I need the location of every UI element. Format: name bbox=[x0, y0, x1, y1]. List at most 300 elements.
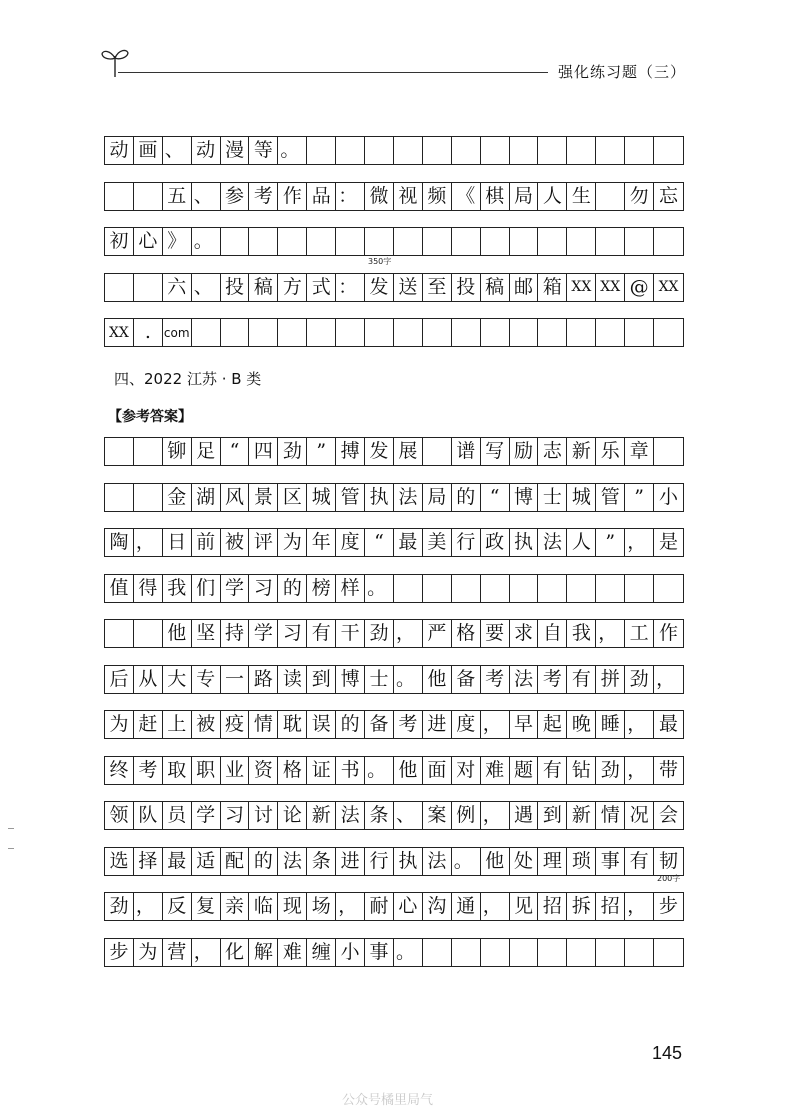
grid-cell bbox=[134, 438, 163, 465]
grid-cell: 他 bbox=[423, 666, 452, 693]
grid-cell: 的 bbox=[336, 711, 365, 738]
grid-cell bbox=[394, 228, 423, 255]
grid-cell bbox=[134, 274, 163, 301]
grid-cell: 解 bbox=[249, 939, 278, 966]
header-title: 强化练习题（三） bbox=[558, 63, 687, 81]
grid-cell: 干 bbox=[336, 620, 365, 647]
grid-cell: 有 bbox=[567, 666, 596, 693]
grid-cell: 持 bbox=[221, 620, 250, 647]
grid-cell: ， bbox=[625, 893, 654, 920]
grid-cell: 进 bbox=[423, 711, 452, 738]
grid-cell bbox=[654, 575, 683, 602]
grid-cell: 大 bbox=[163, 666, 192, 693]
grid-cell: 新 bbox=[567, 438, 596, 465]
grid-cell: 专 bbox=[192, 666, 221, 693]
grid-cell: ： bbox=[336, 183, 365, 210]
grid-cell: 劲 bbox=[278, 438, 307, 465]
grid-cell bbox=[510, 137, 539, 164]
grid-cell: 难 bbox=[481, 757, 510, 784]
grid-cell: 度 bbox=[452, 711, 481, 738]
grid-cell: 陶 bbox=[105, 529, 134, 556]
grid-cell: 考 bbox=[394, 711, 423, 738]
grid-cell: ， bbox=[481, 802, 510, 829]
grid-cell: 邮 bbox=[510, 274, 539, 301]
grid-cell: 他 bbox=[394, 757, 423, 784]
grid-cell: ， bbox=[134, 893, 163, 920]
edge-mark bbox=[8, 828, 14, 829]
grid-cell: ， bbox=[656, 667, 676, 690]
grid-cell: 难 bbox=[278, 939, 307, 966]
grid-cell bbox=[134, 620, 163, 647]
grid-cell: 劲 bbox=[105, 893, 134, 920]
grid-cell: 局 bbox=[510, 183, 539, 210]
grid-cell: 通 bbox=[452, 893, 481, 920]
grid-cell: 四 bbox=[249, 438, 278, 465]
grid-cell: 现 bbox=[278, 893, 307, 920]
grid-row bbox=[104, 574, 684, 603]
grid-cell: 频 bbox=[423, 183, 452, 210]
grid-cell: 理 bbox=[538, 848, 567, 875]
grid-cell: 被 bbox=[221, 529, 250, 556]
header-rule bbox=[118, 72, 548, 73]
grid-cell: 新 bbox=[307, 802, 336, 829]
grid-cell: 临 bbox=[249, 893, 278, 920]
grid-cell: 乐 bbox=[596, 438, 625, 465]
grid-cell: 赶 bbox=[134, 711, 163, 738]
grid-cell: 被 bbox=[192, 711, 221, 738]
grid-cell bbox=[538, 319, 567, 346]
grid-cell bbox=[596, 183, 625, 210]
grid-cell: 习 bbox=[221, 802, 250, 829]
grid-cell: 求 bbox=[510, 620, 539, 647]
grid-cell: ” bbox=[307, 438, 336, 465]
grid-cell: 上 bbox=[163, 711, 192, 738]
grid-cell bbox=[538, 939, 567, 966]
grid-cell: 早 bbox=[510, 711, 539, 738]
grid-cell bbox=[423, 939, 452, 966]
grid-cell: 为 bbox=[134, 939, 163, 966]
grid-cell: . bbox=[134, 319, 163, 346]
grid-cell bbox=[481, 319, 510, 346]
grid-cell: 美 bbox=[423, 529, 452, 556]
grid-cell: XX bbox=[567, 274, 596, 301]
grid-cell: 自 bbox=[538, 620, 567, 647]
grid-cell: ， bbox=[625, 529, 654, 556]
grid-cell bbox=[423, 319, 452, 346]
grid-cell: 格 bbox=[278, 757, 307, 784]
grid-cell: 适 bbox=[192, 848, 221, 875]
grid-cell bbox=[625, 319, 654, 346]
grid-cell: 。 bbox=[452, 848, 481, 875]
grid-cell: ： bbox=[336, 274, 365, 301]
grid-cell bbox=[596, 575, 625, 602]
grid-cell: 劲 bbox=[625, 666, 654, 693]
word-count-350: 350字 bbox=[368, 257, 392, 266]
grid-cell bbox=[105, 183, 134, 210]
grid-cell: 拼 bbox=[596, 666, 625, 693]
grid-cell: 展 bbox=[394, 438, 423, 465]
grid-cell bbox=[423, 575, 452, 602]
grid-cell: ， bbox=[394, 620, 423, 647]
grid-cell: 遇 bbox=[510, 802, 539, 829]
grid-cell bbox=[510, 939, 539, 966]
section-heading: 四、2022 江苏 · B 类 bbox=[114, 370, 262, 388]
grid-cell: 五 bbox=[163, 183, 192, 210]
grid-cell: 处 bbox=[510, 848, 539, 875]
grid-row bbox=[104, 182, 684, 211]
grid-cell: @ bbox=[625, 274, 654, 301]
grid-cell bbox=[249, 228, 278, 255]
grid-row bbox=[104, 273, 684, 302]
grid-cell: 要 bbox=[481, 620, 510, 647]
grid-cell: 最 bbox=[163, 848, 192, 875]
grid-cell: 。 bbox=[365, 575, 394, 602]
grid-cell: 执 bbox=[510, 529, 539, 556]
grid-cell: 士 bbox=[538, 484, 567, 511]
grid-cell: 作 bbox=[278, 183, 307, 210]
grid-cell bbox=[510, 319, 539, 346]
grid-cell: 法 bbox=[510, 666, 539, 693]
grid-cell: 至 bbox=[423, 274, 452, 301]
grid-cell: 考 bbox=[481, 666, 510, 693]
grid-cell: 劲 bbox=[596, 757, 625, 784]
grid-cell: XX bbox=[105, 319, 134, 346]
grid-cell: 考 bbox=[134, 757, 163, 784]
grid-cell: 钻 bbox=[567, 757, 596, 784]
grid-cell: 铆 bbox=[163, 438, 192, 465]
grid-cell: 小 bbox=[659, 485, 679, 508]
grid-cell bbox=[336, 319, 365, 346]
grid-row bbox=[104, 136, 684, 165]
grid-cell bbox=[481, 939, 510, 966]
grid-cell: 发 bbox=[365, 274, 394, 301]
grid-cell bbox=[423, 228, 452, 255]
grid-cell: 法 bbox=[336, 802, 365, 829]
grid-cell: 劲 bbox=[365, 620, 394, 647]
grid-cell: 人 bbox=[567, 529, 596, 556]
grid-cell: 到 bbox=[538, 802, 567, 829]
grid-cell: 队 bbox=[134, 802, 163, 829]
grid-cell: 疫 bbox=[221, 711, 250, 738]
grid-cell bbox=[394, 575, 423, 602]
grid-cell: 法 bbox=[278, 848, 307, 875]
grid-cell: 习 bbox=[249, 575, 278, 602]
grid-cell: 考 bbox=[538, 666, 567, 693]
grid-cell bbox=[481, 228, 510, 255]
grid-cell: com bbox=[163, 319, 192, 346]
grid-cell: 学 bbox=[221, 575, 250, 602]
grid-cell: 配 bbox=[221, 848, 250, 875]
grid-cell: 步 bbox=[105, 939, 134, 966]
grid-cell: 日 bbox=[163, 529, 192, 556]
grid-cell: 为 bbox=[278, 529, 307, 556]
grid-cell: 条 bbox=[307, 848, 336, 875]
grid-row bbox=[104, 756, 684, 785]
grid-cell: 励 bbox=[510, 438, 539, 465]
grid-cell: 写 bbox=[481, 438, 510, 465]
grid-cell: 漫 bbox=[221, 137, 250, 164]
grid-cell: 、 bbox=[163, 137, 192, 164]
grid-cell: 的 bbox=[452, 484, 481, 511]
grid-cell: XX bbox=[596, 274, 625, 301]
grid-cell: 动 bbox=[192, 137, 221, 164]
grid-cell: 管 bbox=[336, 484, 365, 511]
grid-cell: 一 bbox=[221, 666, 250, 693]
grid-cell: 法 bbox=[423, 848, 452, 875]
grid-cell: 式 bbox=[307, 274, 336, 301]
grid-cell: 年 bbox=[307, 529, 336, 556]
grid-cell: 况 bbox=[625, 802, 654, 829]
grid-cell: 人 bbox=[538, 183, 567, 210]
grid-cell bbox=[278, 319, 307, 346]
grid-cell bbox=[567, 575, 596, 602]
answer-label: 【参考答案】 bbox=[108, 409, 192, 425]
grid-cell bbox=[365, 228, 394, 255]
grid-cell: ” bbox=[596, 529, 625, 556]
grid-cell: 稿 bbox=[481, 274, 510, 301]
grid-cell: 步 bbox=[659, 895, 679, 917]
grid-cell: 起 bbox=[538, 711, 567, 738]
grid-cell bbox=[423, 438, 452, 465]
grid-cell bbox=[394, 319, 423, 346]
grid-cell: 例 bbox=[452, 802, 481, 829]
grid-cell: 动 bbox=[105, 137, 134, 164]
grid-cell bbox=[336, 228, 365, 255]
grid-cell: 城 bbox=[567, 484, 596, 511]
grid-cell: 琐 bbox=[567, 848, 596, 875]
grid-cell: 案 bbox=[423, 802, 452, 829]
grid-cell: 资 bbox=[249, 757, 278, 784]
grid-cell: 品 bbox=[307, 183, 336, 210]
grid-cell: 他 bbox=[481, 848, 510, 875]
grid-cell: 投 bbox=[452, 274, 481, 301]
grid-cell: ， bbox=[625, 711, 654, 738]
grid-cell bbox=[654, 137, 683, 164]
grid-cell: 小 bbox=[336, 939, 365, 966]
grid-cell bbox=[452, 939, 481, 966]
grid-cell: 格 bbox=[452, 620, 481, 647]
grid-cell bbox=[365, 319, 394, 346]
grid-cell: 谱 bbox=[452, 438, 481, 465]
grid-cell: 画 bbox=[134, 137, 163, 164]
grid-cell bbox=[596, 228, 625, 255]
grid-cell: 法 bbox=[538, 529, 567, 556]
grid-cell: 韧 bbox=[659, 849, 679, 872]
grid-cell: 业 bbox=[221, 757, 250, 784]
grid-cell bbox=[134, 484, 163, 511]
grid-cell: 。 bbox=[365, 757, 394, 784]
grid-cell: 得 bbox=[134, 575, 163, 602]
grid-cell: 选 bbox=[105, 848, 134, 875]
grid-cell: 箱 bbox=[538, 274, 567, 301]
grid-cell: 风 bbox=[221, 484, 250, 511]
grid-cell: 。 bbox=[278, 137, 307, 164]
grid-cell: 《 bbox=[452, 183, 481, 210]
grid-cell bbox=[654, 939, 683, 966]
grid-cell bbox=[538, 228, 567, 255]
grid-cell bbox=[192, 319, 221, 346]
grid-cell bbox=[567, 137, 596, 164]
edge-mark bbox=[8, 848, 14, 849]
grid-cell: 足 bbox=[192, 438, 221, 465]
grid-cell: 耽 bbox=[278, 711, 307, 738]
grid-cell: ， bbox=[134, 529, 163, 556]
grid-cell: 后 bbox=[105, 666, 134, 693]
grid-cell: 有 bbox=[538, 757, 567, 784]
grid-cell: 管 bbox=[596, 484, 625, 511]
grid-cell: 习 bbox=[278, 620, 307, 647]
grid-cell: 棋 bbox=[481, 183, 510, 210]
grid-cell: 等 bbox=[249, 137, 278, 164]
grid-cell: 招 bbox=[538, 893, 567, 920]
grid-cell: 为 bbox=[105, 711, 134, 738]
grid-cell bbox=[567, 319, 596, 346]
grid-cell: 从 bbox=[134, 666, 163, 693]
grid-cell: 题 bbox=[510, 757, 539, 784]
grid-cell: 化 bbox=[221, 939, 250, 966]
grid-cell: ， bbox=[336, 893, 365, 920]
grid-cell bbox=[221, 228, 250, 255]
grid-cell: 搏 bbox=[336, 438, 365, 465]
grid-cell: 方 bbox=[278, 274, 307, 301]
grid-cell: 到 bbox=[307, 666, 336, 693]
grid-cell: 稿 bbox=[249, 274, 278, 301]
grid-cell bbox=[278, 228, 307, 255]
grid-cell bbox=[481, 137, 510, 164]
grid-cell: 新 bbox=[567, 802, 596, 829]
grid-cell: 误 bbox=[307, 711, 336, 738]
grid-cell: 进 bbox=[336, 848, 365, 875]
grid-cell: 忘 bbox=[659, 184, 679, 207]
grid-cell: 他 bbox=[163, 620, 192, 647]
grid-cell: 发 bbox=[365, 438, 394, 465]
grid-cell bbox=[625, 137, 654, 164]
page-number: 145 bbox=[652, 1043, 683, 1063]
grid-cell: 职 bbox=[192, 757, 221, 784]
grid-cell bbox=[394, 137, 423, 164]
grid-cell: 论 bbox=[278, 802, 307, 829]
grid-cell: 榜 bbox=[307, 575, 336, 602]
grid-row bbox=[104, 437, 684, 466]
grid-cell: 行 bbox=[452, 529, 481, 556]
grid-cell: 坚 bbox=[192, 620, 221, 647]
grid-cell bbox=[336, 137, 365, 164]
grid-cell: 会 bbox=[659, 804, 679, 826]
grid-cell: 博 bbox=[510, 484, 539, 511]
grid-cell: 反 bbox=[163, 893, 192, 920]
grid-cell: 执 bbox=[365, 484, 394, 511]
grid-cell: 沟 bbox=[423, 893, 452, 920]
grid-cell: 工 bbox=[625, 620, 654, 647]
grid-cell: 终 bbox=[105, 757, 134, 784]
grid-cell bbox=[538, 575, 567, 602]
watermark: 公众号橘里局气 bbox=[342, 1093, 434, 1108]
grid-cell bbox=[510, 228, 539, 255]
grid-cell: 勿 bbox=[625, 183, 654, 210]
grid-cell: 度 bbox=[336, 529, 365, 556]
grid-cell bbox=[510, 575, 539, 602]
grid-cell bbox=[452, 319, 481, 346]
grid-cell: 区 bbox=[278, 484, 307, 511]
grid-cell: 员 bbox=[163, 802, 192, 829]
grid-cell: ， bbox=[481, 711, 510, 738]
grid-cell: 样 bbox=[336, 575, 365, 602]
grid-cell: “ bbox=[365, 529, 394, 556]
grid-cell: 的 bbox=[278, 575, 307, 602]
grid-cell: 局 bbox=[423, 484, 452, 511]
grid-cell: 有 bbox=[307, 620, 336, 647]
grid-cell: 见 bbox=[510, 893, 539, 920]
grid-cell: 视 bbox=[394, 183, 423, 210]
grid-cell: 择 bbox=[134, 848, 163, 875]
grid-row bbox=[104, 665, 684, 694]
grid-row bbox=[104, 847, 684, 876]
grid-cell bbox=[625, 939, 654, 966]
grid-cell: 金 bbox=[163, 484, 192, 511]
grid-cell: 政 bbox=[481, 529, 510, 556]
grid-cell: 读 bbox=[278, 666, 307, 693]
grid-cell: 景 bbox=[249, 484, 278, 511]
grid-cell bbox=[452, 137, 481, 164]
grid-cell: 参 bbox=[221, 183, 250, 210]
grid-cell: 士 bbox=[365, 666, 394, 693]
grid-cell bbox=[654, 438, 683, 465]
grid-cell: 、 bbox=[192, 274, 221, 301]
grid-cell: 初 bbox=[105, 228, 134, 255]
grid-cell bbox=[654, 319, 683, 346]
grid-cell: 们 bbox=[192, 575, 221, 602]
grid-cell bbox=[307, 319, 336, 346]
grid-cell: 拆 bbox=[567, 893, 596, 920]
grid-cell: 考 bbox=[249, 183, 278, 210]
grid-cell: 领 bbox=[105, 802, 134, 829]
grid-row bbox=[104, 892, 684, 921]
grid-cell: 场 bbox=[307, 893, 336, 920]
grid-cell: ” bbox=[625, 484, 654, 511]
grid-cell: 执 bbox=[394, 848, 423, 875]
grid-row bbox=[104, 318, 684, 347]
grid-cell bbox=[538, 137, 567, 164]
grid-cell bbox=[567, 228, 596, 255]
grid-cell: 营 bbox=[163, 939, 192, 966]
grid-cell: 我 bbox=[567, 620, 596, 647]
grid-cell: 情 bbox=[596, 802, 625, 829]
grid-row bbox=[104, 528, 684, 557]
grid-cell: 。 bbox=[394, 666, 423, 693]
grid-cell: 是 bbox=[659, 531, 679, 553]
grid-cell bbox=[249, 319, 278, 346]
grid-row bbox=[104, 938, 684, 967]
grid-cell: 备 bbox=[452, 666, 481, 693]
grid-cell: ， bbox=[192, 939, 221, 966]
grid-cell: 证 bbox=[307, 757, 336, 784]
grid-cell: 带 bbox=[659, 758, 679, 781]
grid-cell bbox=[567, 939, 596, 966]
grid-cell: 》 bbox=[163, 228, 192, 255]
grid-cell: 事 bbox=[365, 939, 394, 966]
grid-cell: 晚 bbox=[567, 711, 596, 738]
grid-row bbox=[104, 619, 684, 648]
grid-cell: “ bbox=[221, 438, 250, 465]
grid-cell bbox=[596, 939, 625, 966]
grid-cell bbox=[307, 137, 336, 164]
grid-cell: 最 bbox=[659, 713, 679, 735]
grid-cell: 送 bbox=[394, 274, 423, 301]
grid-cell: 的 bbox=[249, 848, 278, 875]
grid-row bbox=[104, 710, 684, 739]
grid-cell: ， bbox=[596, 620, 625, 647]
grid-cell bbox=[452, 575, 481, 602]
